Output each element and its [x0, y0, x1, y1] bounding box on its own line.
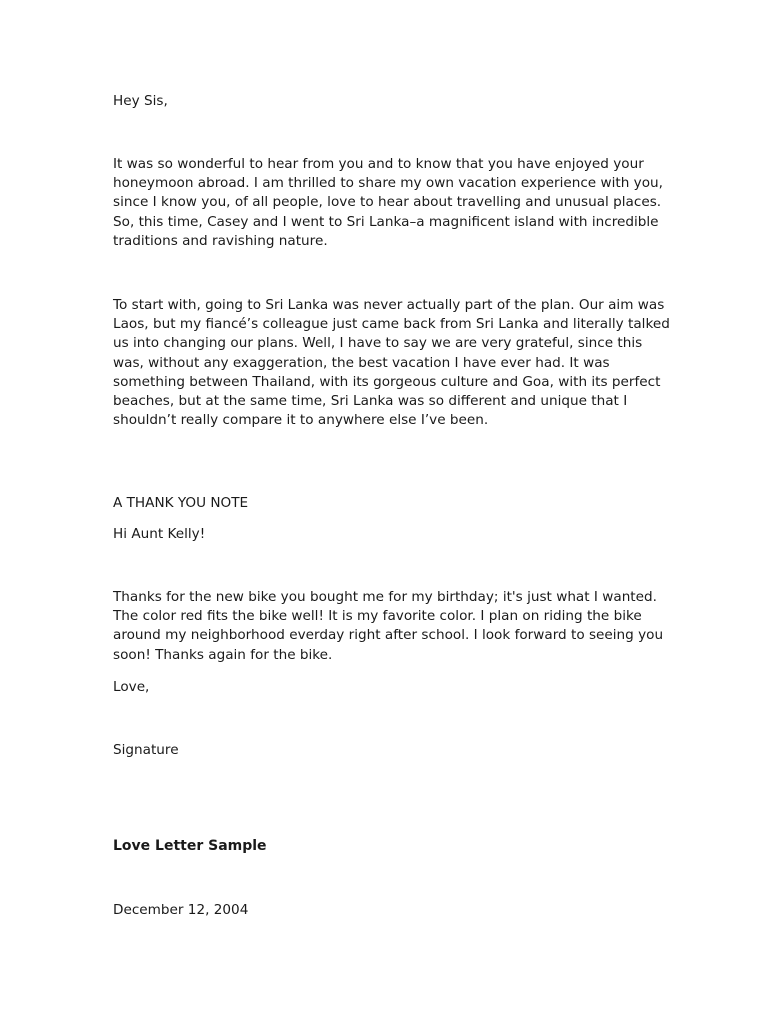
letter1-paragraph-1: It was so wonderful to hear from you and to know that you have enjoyed your honeymoon abroad. I am thrilled to share my own vacation experience with you, since I know you, of all people, love to hear about travelling and unusual places. So, this time, Casey and I went to Sri Lanka–a magnificent island with incredible traditions and ravishing nature. — [113, 156, 663, 249]
thank-you-note-heading: A THANK YOU NOTE — [113, 495, 249, 511]
letter1-greeting: Hey Sis, — [113, 93, 168, 109]
letter2-signature: Signature — [113, 742, 179, 758]
letter1-paragraph-2: To start with, going to Sri Lanka was never actually part of the plan. Our aim was Laos, but my fiancé’s colleague just came back from Sri Lanka and literally talked us into changing our plans. Well, I have to say we are very grateful, since this was, without any exaggeration, the best vacation I have ever had. It was something between Thailand, with its gorgeous culture and Goa, with its perfect beaches, but at the same time, Sri Lanka was so different and unique that I shouldn’t really compare it to anywhere else I’ve been. — [113, 297, 670, 429]
letter2-closing: Love, — [113, 679, 150, 695]
letter3-date: December 12, 2004 — [113, 902, 249, 918]
letter2-paragraph: Thanks for the new bike you bought me for my birthday; it's just what I wanted. The color red fits the bike well! It is my favorite color. I plan on riding the bike around my neighborhood everday right after school. I look forward to seeing you soon! Thanks again for the bike. — [113, 589, 664, 663]
letter2-greeting: Hi Aunt Kelly! — [113, 526, 206, 542]
love-letter-heading: Love Letter Sample — [113, 838, 267, 854]
